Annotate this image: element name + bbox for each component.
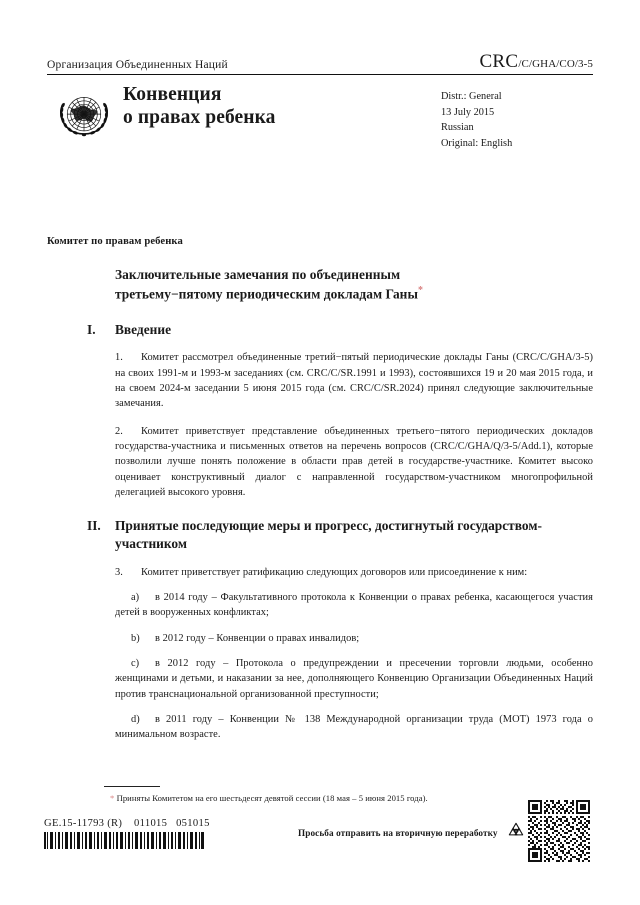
paragraph-2 (115, 424, 593, 500)
list-item (115, 712, 593, 743)
distribution-original: Original: English (441, 137, 513, 149)
paragraph-1 (115, 350, 593, 411)
page-title-line2: третьему−пятому периодическим докладам Ганы (115, 286, 418, 302)
un-emblem-icon (53, 85, 115, 152)
list-item-label-b: b) (131, 632, 140, 644)
distribution-language: Russian (441, 122, 474, 134)
title-footnote-marker: * (417, 285, 424, 297)
list-item-text-b: в 2012 году – Конвенции о правах инвалидов; (155, 632, 360, 644)
paragraph-1-text: Комитет рассмотрел объединенные третий−пятый периодические доклады Ганы (CRC/C/GHA/3-5) на своих 1991-м и 1993-м заседаниях (см. CRC/C/SR.1991 и 1993), состоявшихся 19 и 20 мая 2015 года, и на своем 2024-м заседании 5 июня 2015 года (см. CRC/C/SR.2024) принял следующие заключительные замечания. (115, 352, 593, 410)
convention-title-line1: Конвенция (123, 84, 222, 105)
page-title (115, 266, 593, 304)
list-item-label-c: c) (131, 658, 140, 669)
footer-left-block (44, 818, 210, 849)
footnote-body: Приняты Комитетом на его шестьдесят девятой сессии (18 мая – 5 июня 2015 года). (116, 793, 428, 803)
list-item (115, 590, 593, 621)
paragraph-3 (115, 565, 593, 580)
list-item-label-d: d) (131, 713, 140, 725)
convention-title (123, 84, 441, 130)
footnote-block (104, 786, 524, 804)
list-item-text-a: в 2014 году – Факультативного протокола к Конвенции о правах ребенка, касающегося участия детей в вооруженных конфликтах; (115, 592, 593, 619)
header-body-row (47, 84, 593, 152)
list-item-label-a: a) (131, 592, 140, 604)
recycle-icon (505, 820, 527, 842)
page-title-line2-wrap (115, 284, 593, 304)
distribution-date: 13 July 2015 (441, 106, 495, 118)
paragraph-2-number: 2. (115, 425, 123, 437)
list-item-text-d: в 2011 году – Конвенции № 138 Международной организации труда (МОТ) 1973 года о минимальном возрасте. (115, 713, 593, 741)
document-symbol-main: CRC (479, 51, 519, 72)
job-number: GE.15-11793 (R) 011015 051015 (44, 818, 210, 829)
header-rule (47, 74, 593, 75)
distribution-type: Distr.: General (441, 91, 502, 102)
page-title-line1: Заключительные замечания по объединенным (115, 267, 401, 282)
section-title-ii: Принятые последующие меры и прогресс, достигнутый государством-участником (115, 518, 542, 551)
barcode-icon (44, 832, 204, 849)
committee-name: Комитет по правам ребенка (47, 236, 183, 247)
paragraph-3-number: 3. (115, 566, 123, 578)
section-heading-ii (87, 517, 593, 553)
list-item-text-c: в 2012 году – Протокола о предупреждении и пресечении торговли людьми, особенно женщинами и детьми, и наказании за нее, дополняющего Конвенцию Организации Объединенных Наций против транснациональной организованной преступности; (115, 658, 593, 700)
footnote-separator (104, 786, 160, 787)
convention-title-line2: о правах ребенка (123, 106, 276, 128)
document-symbol (479, 52, 593, 71)
list-item (115, 631, 593, 646)
qr-code-icon (528, 800, 590, 862)
section-title-i: Введение (115, 321, 172, 337)
header-top-row (47, 52, 593, 73)
list-item (115, 656, 593, 702)
recycle-notice: Просьба отправить на вторичную переработку (298, 828, 498, 838)
section-number-i: I. (87, 321, 96, 337)
footnote-marker: * (110, 793, 115, 803)
paragraph-2-text: Комитет приветствует представление объединенных третьего−пятого периодических докладов государства-участника и письменных ответов на перечень вопросов (CRC/C/GHA/Q/3-5/Add.1), которые позволили лучше понять положение в области прав детей в государстве-участнике. Комитет высоко оценивает конструктивный диалог с направленной государством-участником многопрофильной делегацией высокого уровня. (115, 425, 593, 498)
document-symbol-sub: /C/GHA/CO/3-5 (518, 58, 593, 70)
paragraph-1-number: 1. (115, 352, 123, 364)
section-number-ii: II. (87, 518, 101, 534)
section-heading-i (87, 321, 593, 339)
document-content (47, 266, 593, 742)
footnote-text (110, 792, 524, 804)
document-header (47, 52, 593, 152)
paragraph-3-text: Комитет приветствует ратификацию следующих договоров или присоединение к ним: (141, 566, 528, 578)
organization-name: Организация Объединенных Наций (47, 59, 228, 71)
distribution-block (441, 89, 593, 152)
